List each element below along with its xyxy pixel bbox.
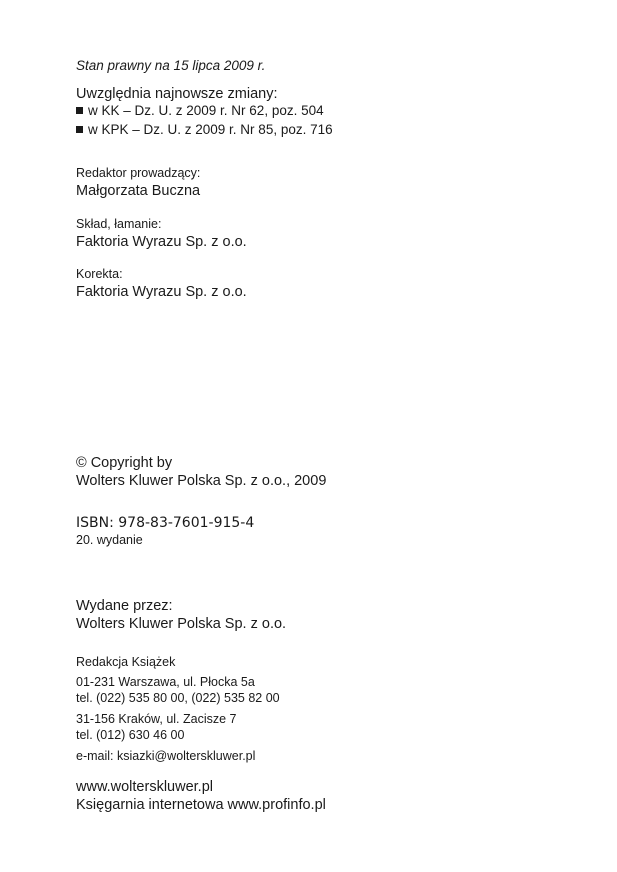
krakow-phone: tel. (012) 630 46 00	[76, 728, 185, 742]
editor-label: Redaktor prowadzący:	[76, 166, 201, 180]
warsaw-phone: tel. (022) 535 80 00, (022) 535 82 00	[76, 691, 280, 705]
publisher-name: Wolters Kluwer Polska Sp. z o.o.	[76, 616, 287, 632]
warsaw-address: 01-231 Warszawa, ul. Płocka 5a	[76, 675, 255, 689]
copyright-holder: Wolters Kluwer Polska Sp. z o.o., 2009	[76, 473, 327, 489]
copyright-line: © Copyright by	[76, 455, 173, 471]
isbn: ISBN: 978-83-7601-915-4	[76, 515, 255, 531]
changes-item	[76, 104, 324, 118]
changes-item-text: w KK – Dz. U. z 2009 r. Nr 62, poz. 504	[88, 103, 324, 118]
proofreading-value: Faktoria Wyrazu Sp. z o.o.	[76, 284, 247, 300]
changes-heading: Uwzględnia najnowsze zmiany:	[76, 86, 278, 102]
publisher-label: Wydane przez:	[76, 598, 173, 614]
website-link[interactable]: www.wolterskluwer.pl	[76, 779, 213, 795]
proofreading-label: Korekta:	[76, 267, 123, 281]
editor-value: Małgorzata Buczna	[76, 183, 201, 199]
bookstore-link[interactable]: Księgarnia internetowa www.profinfo.pl	[76, 797, 326, 813]
typesetting-label: Skład, łamanie:	[76, 217, 162, 231]
edition: 20. wydanie	[76, 533, 143, 547]
krakow-address: 31-156 Kraków, ul. Zacisze 7	[76, 712, 237, 726]
email: e-mail: ksiazki@wolterskluwer.pl	[76, 749, 256, 763]
bullet-icon	[76, 107, 83, 114]
changes-item	[76, 123, 333, 137]
legal-status: Stan prawny na 15 lipca 2009 r.	[76, 58, 266, 73]
typesetting-value: Faktoria Wyrazu Sp. z o.o.	[76, 234, 247, 250]
bullet-icon	[76, 126, 83, 133]
editorial-office-title: Redakcja Książek	[76, 655, 176, 669]
changes-item-text: w KPK – Dz. U. z 2009 r. Nr 85, poz. 716	[88, 122, 333, 137]
